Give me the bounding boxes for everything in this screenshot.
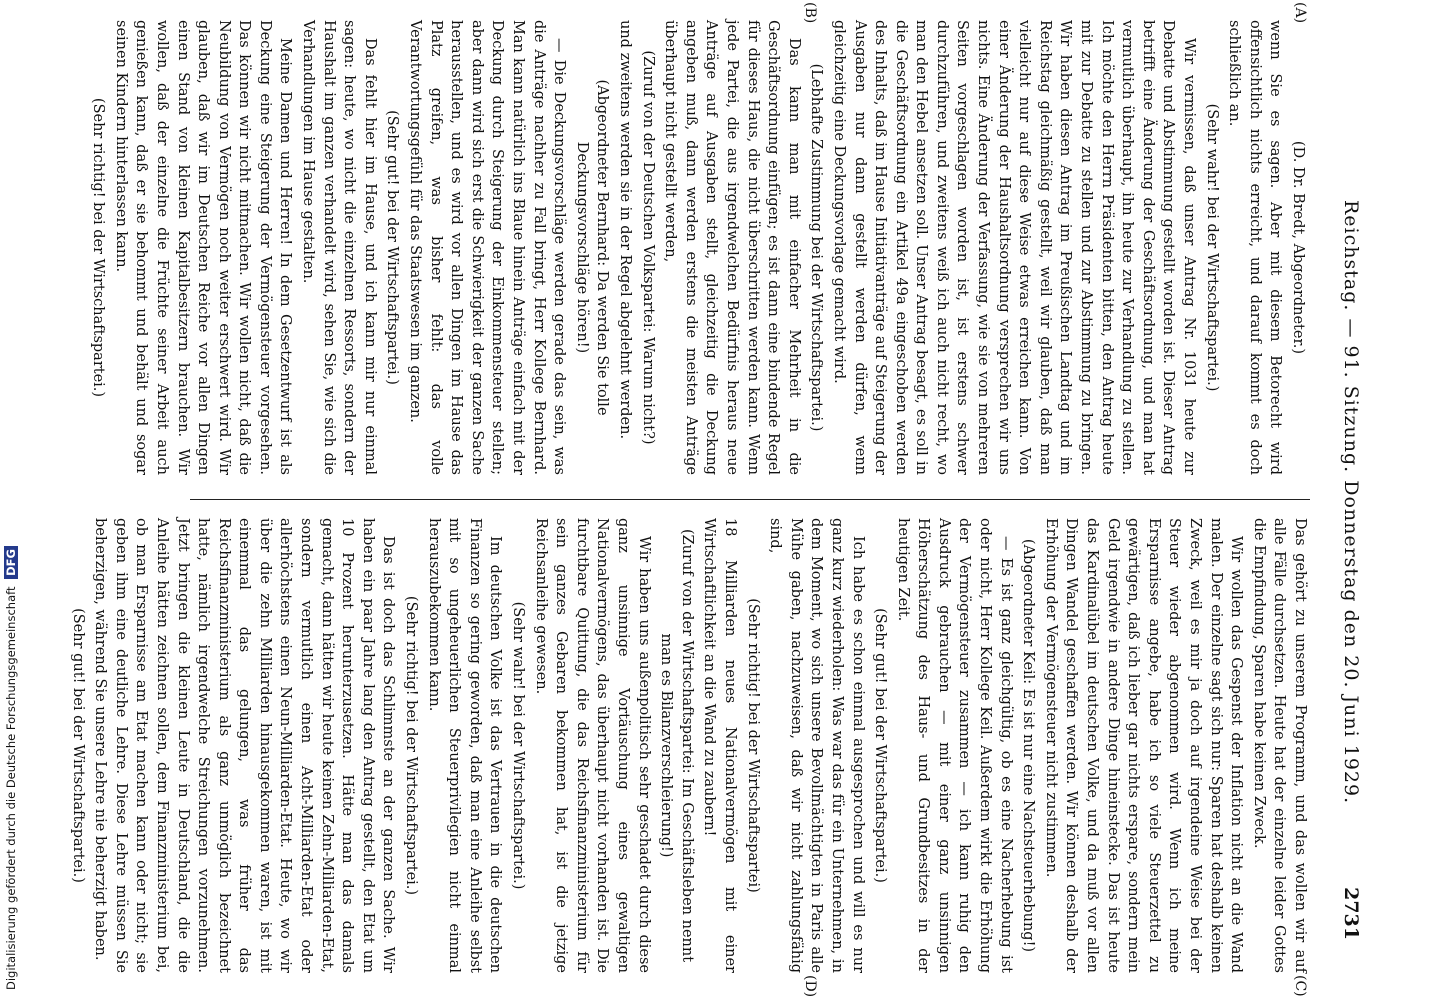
paragraph: Das ist doch das Schlimmste an der ganzen Sache. Wir haben ein paar Jahre lang den Antrag gestellt, den Etat um 10 Prozent herunterzusetzen. Hätte man das damals gemacht, dann hätten wir heute keinen Zehn-Milliarden-Etat, sondern vermutlich einen Acht-Milliarden-Etat oder allerhöchstens einen Neun-Milliarden-Etat. Heute, wo wir über die zehn Milliarden hinausgekommen waren, ist mit einemmal das gelungen, was früher das Reichsfinanzministerium als ganz unmöglich bezeichnet hatte, nämlich irgendwelche Streichungen vorzunehmen. Jetzt bringen die kleinen Leute in Deutschland, die die Anleihe hätten zeichnen sollen, dem Finanzministerium bei, ob man Ersparnisse am Etat machen kann oder nicht; sie geben ihm eine deutliche Lehre. Diese Lehre müssen Sie beherzigen, während Sie unsere Lehre nie beherzigt haben. — [92, 518, 397, 973]
paragraph: 18 Milliarden neues Nationalvermögen mit einer Wirtschaftlichkeit an die Wand zu zaubern! — [701, 518, 738, 973]
interjection: (Zuruf von der Deutschen Volkspartei: Warum nicht?) — [639, 50, 656, 445]
interjection: (Sehr richtig! bei der Wirtschaftspartei.) — [403, 595, 420, 896]
speaker-line: (D. Dr. Bredt, Abgeordneter.) — [1290, 140, 1306, 355]
paragraph: Das gehört zu unserem Programm, und das wollen wir auf alle Fälle durchsetzen. Heute hat der einzelne leider Gottes die Empfindung, Sparen habe keinen Zweck. — [1250, 518, 1308, 973]
interjection: (Lebhafte Zustimmung bei der Wirtschaftspartei.) — [808, 63, 825, 432]
dfg-logo: DFG — [4, 546, 18, 579]
margin-mark-b: (B) — [802, 2, 818, 24]
interjection: (Sehr gut! bei der Wirtschaftspartei.) — [384, 110, 401, 385]
rotated-page — [69, 0, 1370, 1000]
page-header — [1322, 0, 1362, 1000]
interjection: (Sehr richtig! bei der Wirtschaftspartei) — [744, 598, 761, 893]
paragraph: Wir vermissen, daß unser Antrag Nr. 1031 heute zur Debatte und Abstimmung gestellt worden ist. Dieser Antrag betrifft eine Änderung der Geschäftsordnung, und man hat vermutlich überhaupt, ihn heute zur Verhandlung zu stellen. Ich möchte den Herrn Präsidenten bitten, den Antrag heute mit zur Debatte zu stellen und zur Abstimmung zu bringen. Wir haben diesen Antrag im Preußischen Landtag und im Reichstag gleichmäßig gestellt, weil wir glauben, daß man vielleicht nur auf diese Weise etwas erreichen kann. Von einer Änderung der Haushaltsordnung versprechen wir uns nichts. Eine Änderung der Verfassung, wie sie von mehreren Seiten vorgeschlagen worden ist, ist erstens schwer durchzuführen, und zweitens weiß ich auch nicht recht, wo man den Hebel ansetzen soll. Unser Antrag besagt, es soll in die Geschäftsordnung ein Artikel 49a eingeschoben werden des Inhalts, daß im Hause Initiativanträge auf Steigerung der Ausgaben nur dann gestellt werden dürfen, wenn gleichzeitig eine Deckungsvorlage gemacht wird. — [830, 20, 1198, 475]
right-column — [69, 518, 1310, 973]
interjection: (Zuruf von der Wirtschaftspartei: Im Geschäftsleben nennt man es Bilanzverschleierung!) — [658, 528, 695, 963]
paragraph: Das kann man mit einfacher Mehrheit in die Geschäftsordnung einfügen; es ist dann eine bindende Regel für dieses Haus, die nicht überschritten werden kann. Wenn jede Partei, die aus irgendwelchen Bedürfnis heraus neue Anträge auf Ausgaben stellt, gleichzeitig die Deckung angeben muß, dann werden erstens die meisten Anträge überhaupt nicht gestellt werden, — [662, 20, 802, 475]
interjection: (Sehr richtig! bei der Wirtschaftspartei.) — [90, 97, 107, 398]
footer-credit-line — [4, 546, 18, 990]
paragraph: Das fehlt hier im Hause, und ich kann mir nur einmal sagen: heute, wo nicht die einzelnen Ressorts, sondern der Haushalt im ganzen verhandelt wird, sehen Sie, wie sich die Verhandlungen im Hause gestalten. — [300, 20, 378, 475]
margin-mark-c: (C) — [1292, 975, 1308, 997]
left-column — [90, 20, 1310, 475]
paragraph: Wir haben uns außenpolitisch sehr geschadet durch diese ganz unsinnige Vortäuschung eines gewaltigen Nationalvermögens, das überhaupt nicht vorhanden ist. Die furchtbare Quittung, die das Reichsfinanzministerium für sein ganzes Gebaren bekommen hat, ist die jetzige Reichsanleihe gewesen. — [532, 518, 652, 973]
column-divider — [190, 499, 1310, 500]
margin-mark-a: (A) — [1292, 2, 1308, 24]
digitization-footer — [0, 0, 28, 1000]
page-number: 2731 — [1340, 887, 1362, 940]
paragraph: — Die Deckungsvorschläge werden gerade das sein, was die Anträge nachher zu Fall bringt, Herr Kollege Bernhard. Man kann natürlich ins Blaue hinein Anträge einfach mit der Deckung durch Steigerung der Einkommensteuer stellen; aber dann wird sich erst die Schwierigkeit der ganzen Sache herausstellen, und es wird vor allen Dingen im Hause das Platz greifen, was bisher fehlt: das volle Verantwortungsgefühl für das Staatswesen im ganzen. — [407, 20, 568, 475]
interjection: (Abgeordneter Keil: Es ist nur eine Nachsteuerhebung!) — [1020, 538, 1037, 953]
interjection: (Sehr wahr! bei der Wirtschaftspartei.) — [1203, 103, 1220, 392]
margin-mark-d: (D) — [802, 975, 818, 998]
paragraph: — Es ist ganz gleichgültig, ob es eine Nacherhebung ist oder nicht, Herr Kollege Keil. Außerdem wirkt die Erhöhung der Vermögensteuer zusammen — ich kann ruhig den Ausdruck gebrauchen — mit einer ganz unsinnigen Höherschätzung des Haus- und Grundbesitzes in der heutigen Zeit. — [894, 518, 1014, 973]
paragraph: und zweitens werden sie in der Regel abgelehnt werden. — [617, 20, 633, 440]
paragraph: Wir wollen das Gespenst der Inflation nicht an die Wand malen. Der einzelne sagt sich nur: Sparen hat deshalb keinen Zweck, weil es mir ja doch auf irgendeine Weise bei der Steuer wieder abgenommen wird. Wenn ich meine Ersparnisse angebe, habe ich so viele Steuerzettel zu gewärtigen, daß ich lieber gar nichts erspare, sondern mein Geld irgendwie in andere Dinge hineinstecke. Das ist heute das Kardinalübel im deutschen Volke, und da muß vor allen Dingen Wandel geschaffen werden. Wir können deshalb der Erhöhung der Vermögensteuer nicht zustimmen. — [1042, 518, 1245, 973]
paragraph: Meine Damen und Herren! In dem Gesetzentwurf ist als Deckung eine Steigerung der Vermögensteuer vorgesehen. Das können wir nicht mitmachen. Wir wollen nicht, daß die Neubildung von Vermögen noch weiter erschwert wird. Wir glauben, daß wir im Deutschen Reiche vor allen Dingen einen Stand von kleinen Kapitalbesitzern brauchen. Wir wollen, daß der einzelne die Früchte seiner Arbeit auch genießen kann, daß er sie behommt und behält und sogar seinen Kindern hinterlassen kann. — [112, 20, 294, 475]
interjection: (Sehr gut! bei der Wirtschaftspartei.) — [872, 608, 889, 883]
paragraph: wenn Sie es sagen. Aber mit diesem Betorecht wird offensichtlich nichts erreicht, und darauf kommt es doch schließlich an. — [1226, 20, 1284, 475]
interjection: (Abgeordneter Bernhard: Da werden Sie tolle Deckungsvorschläge hören!) — [573, 79, 611, 416]
interjection: (Sehr gut! bei der Wirtschaftspartei.) — [69, 608, 86, 883]
paragraph: Ich habe es schon einmal ausgesprochen und will es nur ganz kurz wiederholen: Was war das für ein Unternehmen, in dem Moment, wo sich unsere Bevollmächtigten in Paris alle Mühe gaben, nachzuweisen, daß wir nicht zahlungsfähig sind, — [767, 518, 866, 973]
running-head: Reichstag. — 91. Sitzung. Donnerstag den 20. Juni 1929. — [1340, 200, 1362, 805]
interjection: (Sehr wahr! bei der Wirtschaftspartei.) — [510, 601, 527, 890]
footer-credit: Digitalisierung gefördert durch die Deutsche Forschungsgemeinschaft — [4, 586, 18, 990]
paragraph: Im deutschen Volke ist das Vertrauen in die deutschen Finanzen so gering geworden, daß man eine Anleihe selbst mit so ungeheuerlichen Steuerprivilegien nicht einmal herauszubekommen kann. — [425, 518, 504, 973]
